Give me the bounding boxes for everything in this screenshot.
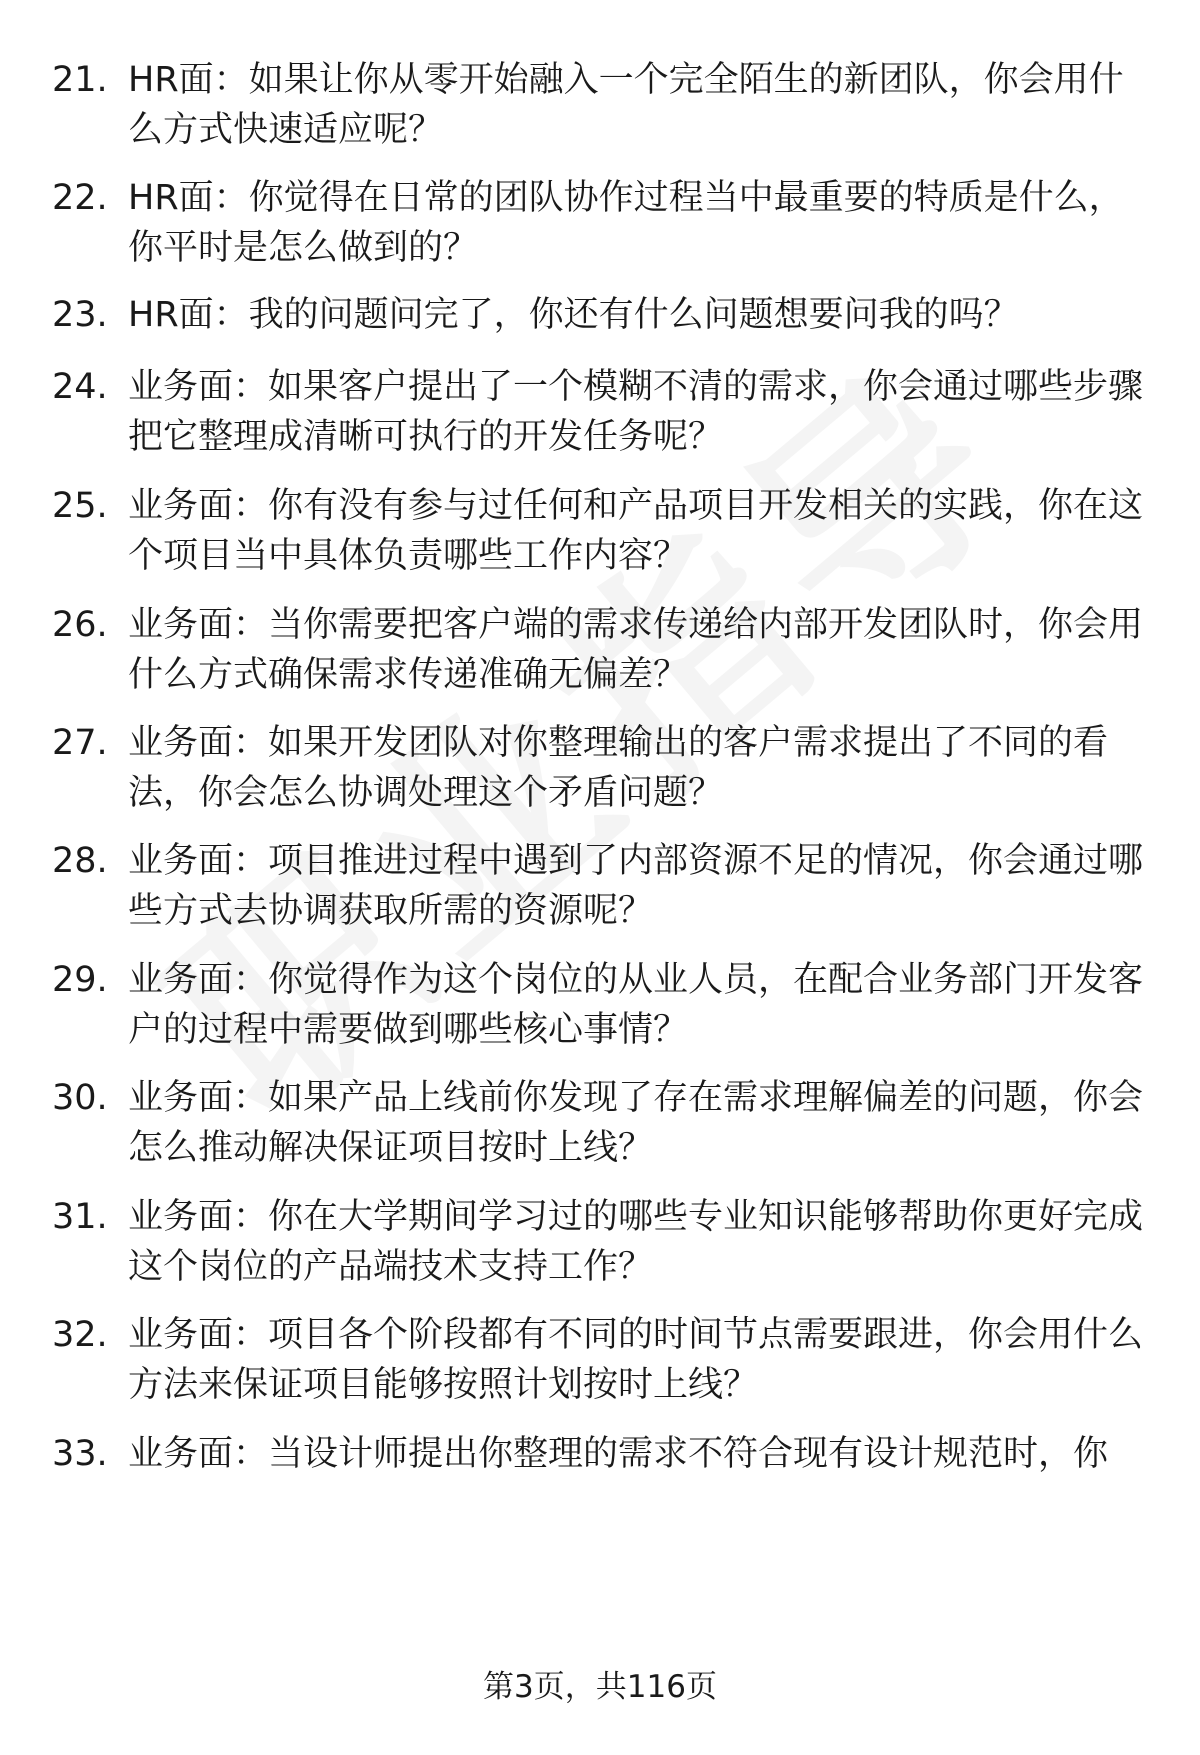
question-number: 24. <box>52 367 108 407</box>
page-number-footer: 第3页，共116页 <box>483 1669 717 1705</box>
question-text: 业务面：如果产品上线前你发现了存在需求理解偏差的问题，你会怎么推动解决保证项目按时上线？ <box>128 1078 1144 1168</box>
question-text: 业务面：你有没有参与过任何和产品项目开发相关的实践，你在这个项目当中具体负责哪些工作内容？ <box>128 486 1144 576</box>
question-text: HR面：你觉得在日常的团队协作过程当中最重要的特质是什么，你平时是怎么做到的？ <box>128 178 1124 268</box>
question-number: 32. <box>52 1315 108 1355</box>
question-number: 31. <box>52 1197 108 1237</box>
question-text: 业务面：项目推进过程中遇到了内部资源不足的情况，你会通过哪些方式去协调获取所需的资源呢？ <box>128 841 1144 931</box>
question-text: 业务面：你在大学期间学习过的哪些专业知识能够帮助你更好完成这个岗位的产品端技术支持工作？ <box>128 1197 1144 1287</box>
question-text: 业务面：当你需要把客户端的需求传递给内部开发团队时，你会用什么方式确保需求传递准确无偏差？ <box>128 605 1144 695</box>
question-text: 业务面：当设计师提出你整理的需求不符合现有设计规范时，你 <box>128 1434 1109 1474</box>
question-number: 29. <box>52 960 108 1000</box>
question-number: 21. <box>52 60 108 100</box>
question-number: 25. <box>52 486 108 526</box>
question-text: 业务面：你觉得作为这个岗位的从业人员，在配合业务部门开发客户的过程中需要做到哪些核心事情？ <box>128 960 1144 1050</box>
question-text: 业务面：项目各个阶段都有不同的时间节点需要跟进，你会用什么方法来保证项目能够按照计划按时上线？ <box>128 1315 1144 1405</box>
question-number: 30. <box>52 1078 108 1118</box>
question-number: 22. <box>52 178 108 218</box>
question-text: HR面：如果让你从零开始融入一个完全陌生的新团队，你会用什么方式快速适应呢？ <box>128 60 1124 150</box>
question-text: 业务面：如果客户提出了一个模糊不清的需求，你会通过哪些步骤把它整理成清晰可执行的开发任务呢？ <box>128 367 1144 457</box>
question-number: 33. <box>52 1434 108 1474</box>
question-number: 23. <box>52 295 108 335</box>
question-text: 业务面：如果开发团队对你整理输出的客户需求提出了不同的看法，你会怎么协调处理这个矛盾问题？ <box>128 723 1109 813</box>
question-text: HR面：我的问题问完了，你还有什么问题想要问我的吗？ <box>128 295 1019 335</box>
question-number: 28. <box>52 841 108 881</box>
question-number: 26. <box>52 605 108 645</box>
question-number: 27. <box>52 723 108 763</box>
